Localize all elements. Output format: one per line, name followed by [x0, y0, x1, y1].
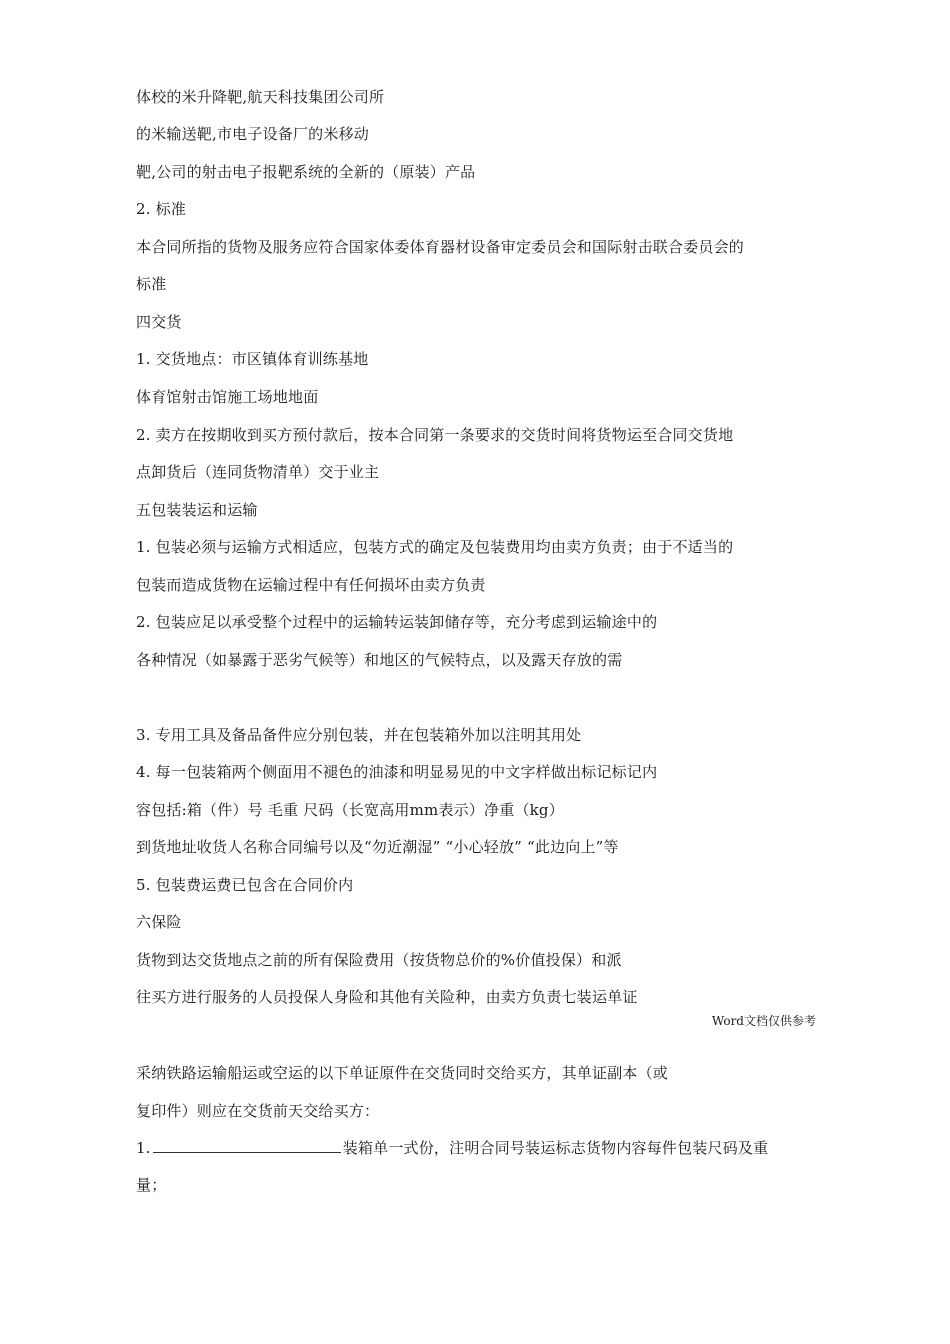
text-line: 靶,公司的射击电子报靶系统的全新的（原装）产品 — [136, 163, 476, 181]
section-heading: 六保险 — [136, 913, 182, 931]
text-line: 复印件）则应在交货前天交给买方： — [136, 1102, 380, 1120]
text-line: 各种情况（如暴露于恶劣气候等）和地区的气候特点，以及露天存放的需 — [136, 651, 623, 669]
page-footer: Word文档仅供参考 — [711, 1014, 816, 1028]
fill-in-blank[interactable] — [153, 1138, 341, 1153]
text-line: 点卸货后（连同货物清单）交于业主 — [136, 463, 380, 481]
text-line: 5. 包装费运费已包含在合同价内 — [136, 876, 354, 894]
text-line: 的米输送靶,市电子设备厂的米移动 — [136, 125, 369, 143]
text-line: 到货地址收货人名称合同编号以及“勿近潮湿” “小心轻放” “此边向上”等 — [136, 838, 619, 856]
text-line: 容包括:箱（件）号 毛重 尺码（长宽高用mm表示）净重（kg） — [136, 801, 564, 819]
section-heading: 四交货 — [136, 313, 182, 331]
text-line: 往买方进行服务的人员投保人身险和其他有关险种，由卖方负责七装运单证 — [136, 988, 638, 1006]
text-line: 货物到达交货地点之前的所有保险费用（按货物总价的%价值投保）和派 — [136, 951, 622, 969]
text-line: 3. 专用工具及备品备件应分别包装，并在包装箱外加以注明其用处 — [136, 726, 582, 744]
section-heading: 2. 标准 — [136, 200, 187, 218]
text-line: 4. 每一包装箱两个侧面用不褪色的油漆和明显易见的中文字样做出标记标记内 — [136, 763, 658, 781]
text-line: 采纳铁路运输船运或空运的以下单证原件在交货同时交给买方，其单证副本（或 — [136, 1064, 669, 1082]
list-item-text: 装箱单一式份，注明合同号装运标志货物内容每件包装尺码及重 — [342, 1139, 769, 1157]
text-line: 1. 交货地点：市区镇体育训练基地 — [136, 350, 369, 368]
text-line: 体校的米升降靶,航天科技集团公司所 — [136, 88, 385, 106]
text-line: 量； — [136, 1176, 167, 1194]
text-line: 1. 包装必须与运输方式相适应，包装方式的确定及包装费用均由卖方负责；由于不适当的 — [136, 538, 734, 556]
text-line: 包装而造成货物在运输过程中有任何损坏由卖方负责 — [136, 576, 486, 594]
text-line: 2. 卖方在按期收到买方预付款后，按本合同第一条要求的交货时间将货物运至合同交货地 — [136, 426, 734, 444]
text-line: 标准 — [136, 275, 167, 293]
text-line: 体育馆射击馆施工场地地面 — [136, 388, 319, 406]
list-item — [136, 1138, 768, 1158]
text-line: 本合同所指的货物及服务应符合国家体委体育器材设备审定委员会和国际射击联合委员会的 — [136, 238, 745, 256]
text-line: 2. 包装应足以承受整个过程中的运输转运装卸储存等，充分考虑到运输途中的 — [136, 613, 658, 631]
section-heading: 五包装装运和运输 — [136, 501, 258, 519]
list-item-number: 1. — [136, 1139, 151, 1157]
